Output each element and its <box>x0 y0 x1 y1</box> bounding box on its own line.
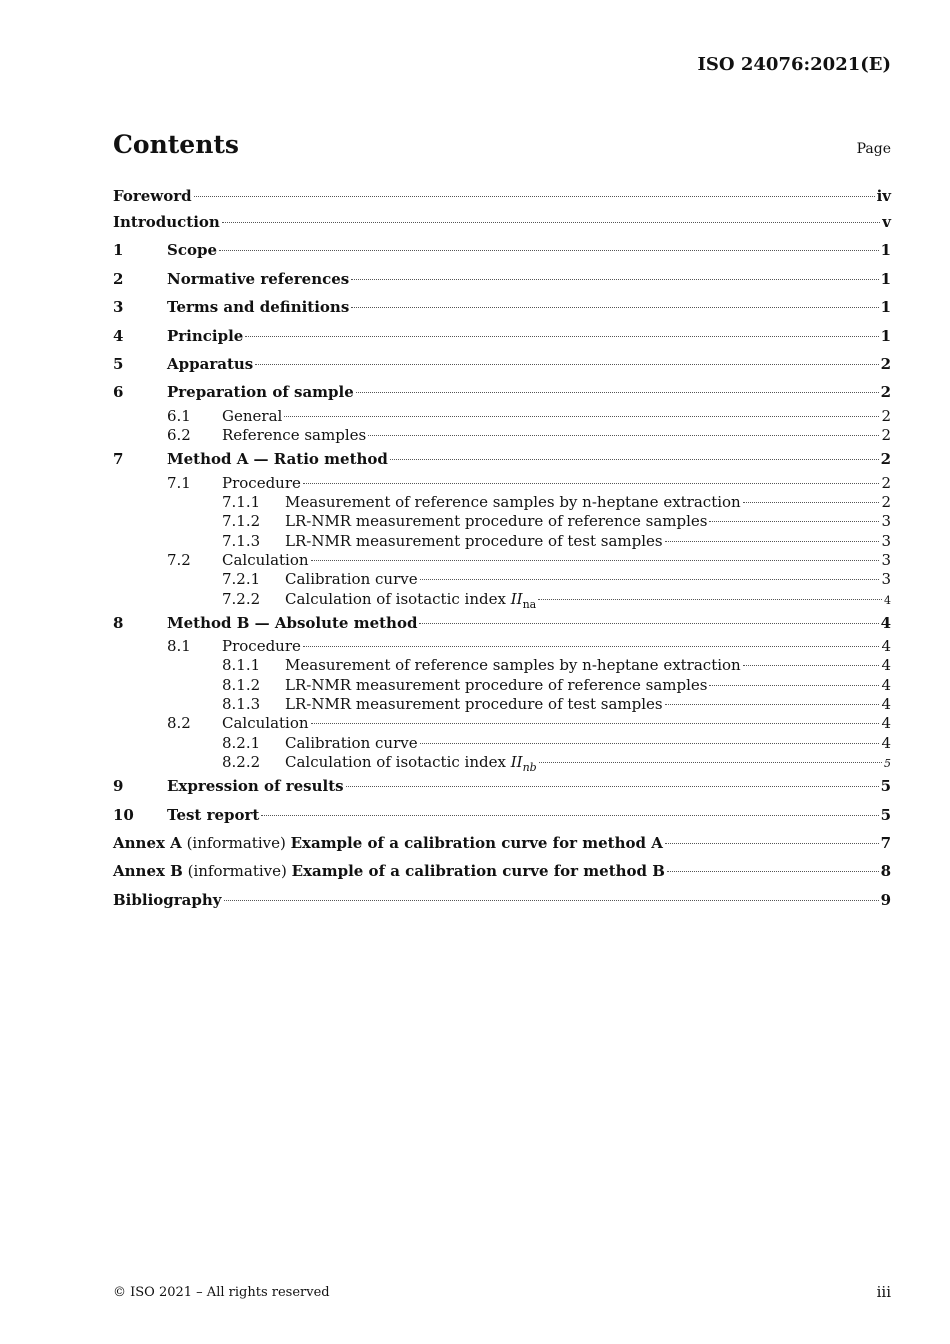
toc-entry[interactable] <box>113 886 891 914</box>
toc-entry-page: 5 <box>880 777 891 796</box>
toc-entry-title <box>167 772 344 800</box>
toc-entry[interactable] <box>113 512 891 531</box>
toc-entry-title <box>167 322 243 350</box>
toc-entry-number: 7.2.2 <box>222 589 261 608</box>
dot-leader <box>219 250 879 251</box>
toc-entry-title <box>167 445 388 473</box>
toc-entry-title <box>285 676 707 695</box>
dot-leader <box>356 392 879 393</box>
toc-entry[interactable] <box>113 184 891 208</box>
toc-entry-text: Calculation <box>222 550 309 569</box>
toc-entry[interactable] <box>113 322 891 350</box>
toc-entry-page: 1 <box>880 326 891 345</box>
toc-entry-number: 8.1 <box>167 637 191 656</box>
toc-entry-number: 6.2 <box>167 426 191 445</box>
toc-entry-page: 1 <box>880 241 891 260</box>
toc-entry-text: LR-NMR measurement procedure of test samples <box>285 531 663 550</box>
toc-entry-number: 7.1 <box>167 473 191 492</box>
dot-leader <box>390 459 879 460</box>
toc-entry-title <box>167 609 417 637</box>
copyright-notice: © ISO 2021 – All rights reserved <box>113 1285 330 1300</box>
toc-entry-page: 4 <box>880 613 891 632</box>
dot-leader <box>420 743 880 744</box>
toc-entry[interactable] <box>113 474 891 493</box>
toc-entry-text: Calculation <box>222 714 309 733</box>
toc-entry-page: 2 <box>881 406 891 425</box>
toc-entry-text: Test report <box>167 805 260 824</box>
toc-entry-number: 8.1.2 <box>222 675 261 694</box>
dot-leader <box>245 336 878 337</box>
table-of-contents <box>113 184 891 914</box>
dot-leader <box>351 307 878 308</box>
toc-entry-number: 4 <box>113 326 124 345</box>
toc-entry[interactable] <box>113 570 891 589</box>
dot-leader <box>538 599 882 600</box>
toc-entry-page: iv <box>876 187 891 205</box>
toc-entry-page: 3 <box>881 570 891 589</box>
contents-heading: Contents <box>113 130 240 159</box>
dot-leader <box>709 521 879 522</box>
toc-entry-title <box>285 656 741 675</box>
toc-entry-text: Calculation of isotactic index <box>285 752 511 771</box>
toc-entry[interactable] <box>113 695 891 714</box>
dot-leader <box>255 364 878 365</box>
toc-entry-text: LR-NMR measurement procedure of test samples <box>285 695 663 714</box>
toc-entry-text: Normative references <box>167 269 350 288</box>
toc-entry-number: 7.1.1 <box>222 493 261 512</box>
toc-entry-text: Preparation of sample <box>167 383 354 402</box>
toc-entry-title <box>285 532 663 551</box>
toc-entry-number: 8.2 <box>167 714 191 733</box>
toc-entry-page: 3 <box>881 531 891 550</box>
dot-leader <box>284 416 879 417</box>
toc-entry[interactable] <box>113 801 891 829</box>
toc-entry[interactable] <box>113 293 891 321</box>
toc-entry[interactable] <box>113 656 891 675</box>
toc-entry-text: Method B — Absolute method <box>167 613 418 632</box>
dot-leader <box>665 541 880 542</box>
toc-entry-page: 4 <box>881 637 891 656</box>
toc-entry-title <box>167 293 349 321</box>
toc-entry-text: Bibliography <box>113 890 222 909</box>
toc-entry-page: 4 <box>881 675 891 694</box>
toc-entry-page: 2 <box>881 473 891 492</box>
toc-entry-page: v <box>882 213 891 231</box>
dot-leader <box>743 502 880 503</box>
document-id: ISO 24076:2021(E) <box>697 54 891 75</box>
dot-leader <box>311 560 880 561</box>
symbol-subscript: nb <box>522 760 537 774</box>
toc-entry-title <box>222 714 309 733</box>
toc-entry-page: 4 <box>884 593 891 607</box>
annex-note: (informative) <box>182 862 292 881</box>
toc-entry-title <box>222 551 309 570</box>
toc-entry[interactable] <box>113 265 891 293</box>
page-column-label: Page <box>856 141 891 157</box>
toc-entry[interactable] <box>113 236 891 264</box>
annex-label: Annex A <box>113 834 182 853</box>
toc-entry-number: 7.2.1 <box>222 570 261 589</box>
toc-entry-number: 8.2.1 <box>222 733 261 752</box>
toc-entry-number: 7 <box>113 450 124 469</box>
toc-entry-page: 3 <box>881 512 891 531</box>
toc-entry-page: 8 <box>880 862 891 881</box>
toc-entry-text: Measurement of reference samples by n-heptane extraction <box>285 656 741 675</box>
dot-leader <box>224 900 879 901</box>
toc-entry-title <box>222 637 301 656</box>
toc-entry-title <box>113 208 220 236</box>
toc-entry-text: Calibration curve <box>285 570 418 589</box>
toc-entry-number: 7.2 <box>167 550 191 569</box>
toc-entry[interactable] <box>113 407 891 426</box>
dot-leader <box>222 222 880 223</box>
toc-entry[interactable] <box>113 350 891 378</box>
toc-entry-title <box>222 426 366 445</box>
toc-entry-text: Method A — Ratio method <box>167 450 388 469</box>
dot-leader <box>709 685 879 686</box>
dot-leader <box>419 623 878 624</box>
toc-entry-number: 10 <box>113 805 134 824</box>
isotactic-index-symbol: II <box>510 589 523 608</box>
toc-entry-title <box>167 265 349 293</box>
toc-entry-text: Terms and definitions <box>167 298 350 317</box>
toc-entry-page: 5 <box>884 756 891 770</box>
dot-leader <box>368 435 879 436</box>
dot-leader <box>665 704 880 705</box>
toc-entry-page: 3 <box>881 550 891 569</box>
toc-entry-text: LR-NMR measurement procedure of reference samples <box>285 512 708 531</box>
toc-entry[interactable] <box>113 208 891 236</box>
toc-entry-title <box>285 493 741 512</box>
dot-leader <box>743 665 880 666</box>
toc-entry-text: Expression of results <box>167 777 344 796</box>
toc-entry-page: 4 <box>881 733 891 752</box>
toc-entry[interactable] <box>113 445 891 473</box>
toc-entry-page: 2 <box>881 493 891 512</box>
toc-entry-number: 5 <box>113 354 124 373</box>
toc-entry-page: 1 <box>880 298 891 317</box>
toc-entry-number: 7.1.3 <box>222 531 261 550</box>
toc-entry-title <box>167 801 259 829</box>
toc-entry-number: 1 <box>113 241 124 260</box>
toc-entry-text: Procedure <box>222 637 301 656</box>
toc-entry-title <box>285 734 418 753</box>
toc-entry[interactable] <box>113 753 891 772</box>
toc-entry-number: 8.1.1 <box>222 656 261 675</box>
dot-leader <box>303 483 880 484</box>
toc-entry-title <box>167 378 354 406</box>
toc-entry[interactable] <box>113 378 891 406</box>
toc-entry-number: 9 <box>113 777 124 796</box>
dot-leader <box>346 786 879 787</box>
toc-entry-title <box>113 886 222 914</box>
toc-entry-text: Example of a calibration curve for method B <box>291 862 665 881</box>
toc-entry[interactable] <box>113 714 891 733</box>
symbol-subscript: na <box>522 597 537 611</box>
dot-leader <box>665 843 879 844</box>
toc-entry[interactable] <box>113 734 891 753</box>
toc-entry-page: 4 <box>881 695 891 714</box>
dot-leader <box>311 723 880 724</box>
toc-entry-title <box>167 350 253 378</box>
toc-entry-title <box>113 184 192 208</box>
toc-entry[interactable] <box>113 532 891 551</box>
toc-entry[interactable] <box>113 829 891 857</box>
toc-entry-text: General <box>222 406 283 425</box>
annex-label: Annex B <box>113 862 183 881</box>
toc-entry-number: 3 <box>113 298 124 317</box>
toc-entry-page: 7 <box>880 834 891 853</box>
toc-entry-text: Example of a calibration curve for method A <box>290 834 663 853</box>
toc-entry-number: 6 <box>113 383 124 402</box>
annex-note: (informative) <box>181 834 291 853</box>
dot-leader <box>351 279 878 280</box>
toc-entry-title <box>167 236 217 264</box>
toc-entry-text: Scope <box>167 241 218 260</box>
toc-entry-text: Foreword <box>113 187 192 205</box>
toc-entry-text: Procedure <box>222 473 301 492</box>
toc-entry-page: 4 <box>881 714 891 733</box>
toc-entry[interactable] <box>113 551 891 570</box>
toc-entry[interactable] <box>113 493 891 512</box>
toc-entry-number: 8 <box>113 613 124 632</box>
toc-entry-title <box>113 829 663 857</box>
dot-leader <box>667 871 879 872</box>
toc-entry[interactable] <box>113 590 891 609</box>
toc-entry-number: 7.1.2 <box>222 512 261 531</box>
dot-leader <box>539 762 882 763</box>
dot-leader <box>261 815 878 816</box>
page-number: iii <box>876 1283 891 1301</box>
toc-entry-page: 9 <box>880 890 891 909</box>
toc-entry-page: 2 <box>881 426 891 445</box>
toc-entry-page: 4 <box>881 656 891 675</box>
toc-entry[interactable] <box>113 637 891 656</box>
toc-entry[interactable] <box>113 857 891 885</box>
toc-entry-text: Reference samples <box>222 426 367 445</box>
toc-entry-title <box>222 407 282 426</box>
dot-leader <box>194 196 875 197</box>
toc-entry-text: Apparatus <box>167 354 254 373</box>
toc-entry-text: Calibration curve <box>285 733 418 752</box>
toc-entry[interactable] <box>113 426 891 445</box>
toc-entry-title <box>285 695 663 714</box>
toc-entry-text: Principle <box>167 326 244 345</box>
toc-entry-page: 5 <box>880 805 891 824</box>
dot-leader <box>303 646 880 647</box>
isotactic-index-symbol: II <box>510 752 523 771</box>
toc-entry-title <box>113 857 665 885</box>
toc-entry-page: 1 <box>880 269 891 288</box>
toc-entry-text: LR-NMR measurement procedure of reference samples <box>285 675 708 694</box>
toc-entry-text: Introduction <box>113 213 220 231</box>
toc-entry-page: 2 <box>880 450 891 469</box>
toc-entry-page: 2 <box>880 383 891 402</box>
toc-entry-number: 6.1 <box>167 406 191 425</box>
toc-entry-number: 8.1.3 <box>222 695 261 714</box>
toc-entry-title <box>285 570 418 589</box>
toc-entry-text: Calculation of isotactic index <box>285 589 511 608</box>
toc-entry-page: 2 <box>880 354 891 373</box>
toc-entry[interactable] <box>113 676 891 695</box>
toc-entry-title <box>222 474 301 493</box>
toc-entry-number: 2 <box>113 269 124 288</box>
toc-entry-number: 8.2.2 <box>222 752 261 771</box>
dot-leader <box>420 579 880 580</box>
toc-entry-title <box>285 512 707 531</box>
toc-entry-text: Measurement of reference samples by n-heptane extraction <box>285 493 741 512</box>
